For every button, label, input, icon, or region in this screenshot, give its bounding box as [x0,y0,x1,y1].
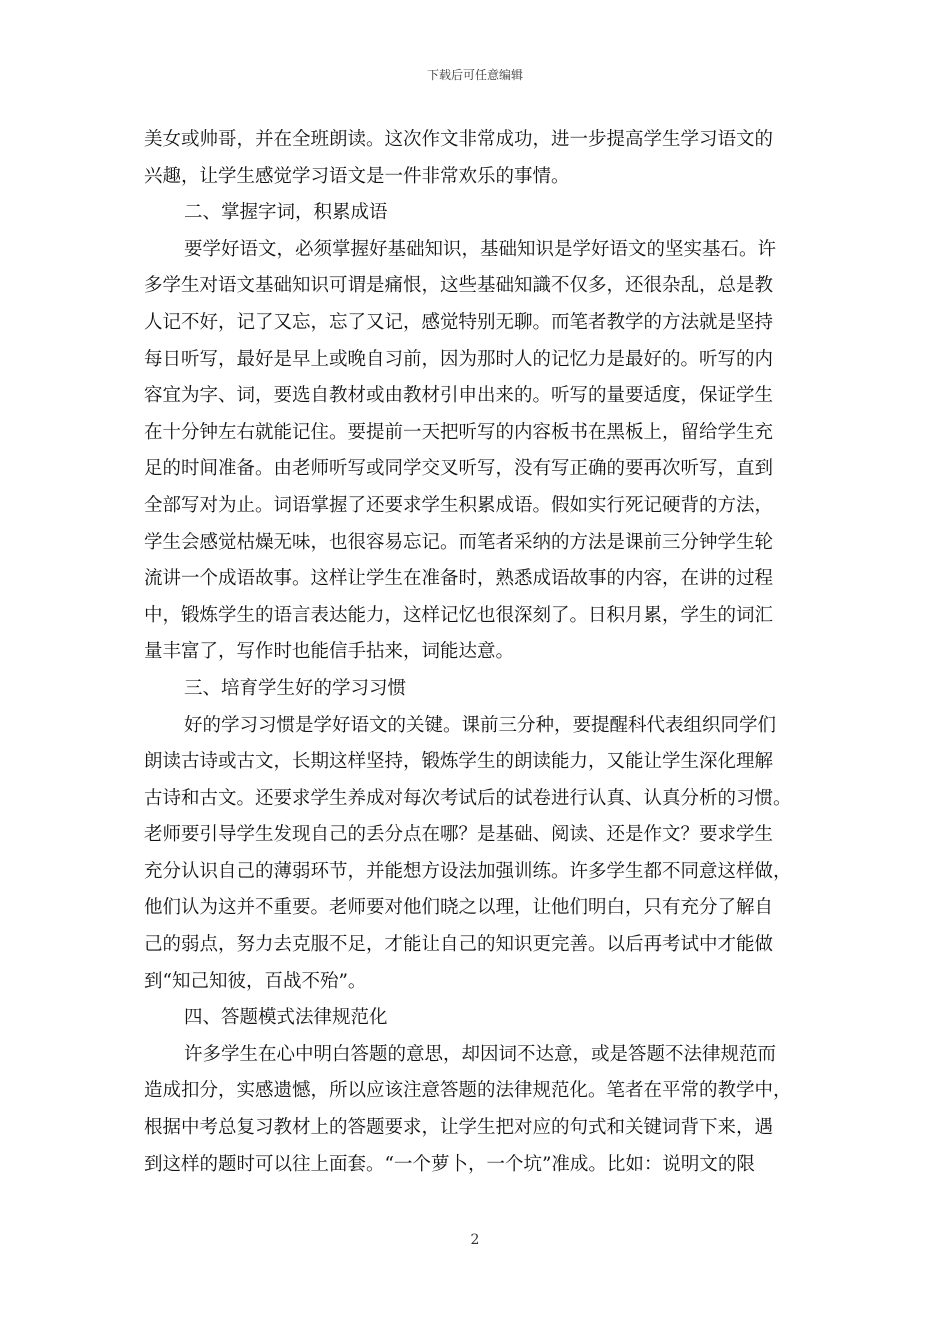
text-line: 到“知己知彼，百战不殆”。 [144,970,367,992]
text-line: 学生会感觉枯燥无味，也很容易忘记。而笔者采纳的方法是课前三分钟学生轮 [144,531,774,553]
text-line: 造成扣分，实感遗憾，所以应该注意答题的法律规范化。笔者在平常的教学中， [144,1080,792,1102]
text-line: 到这样的题时可以往上面套。“一个萝卜，一个坑”准成。比如：说明文的限 [144,1153,755,1175]
text-line: 全部写对为止。词语掌握了还要求学生积累成语。假如实行死记硬背的方法， [144,494,774,516]
section-heading: 三、培育学生好的学习习惯 [184,677,407,699]
page-number: 2 [470,1232,480,1248]
text-line: 在十分钟左右就能记住。要提前一天把听写的内容板书在黑板上，留给学生充 [144,421,774,443]
document-body [144,122,806,1183]
text-line: 中，锻炼学生的语言表达能力，这样记忆也很深刻了。日积月累，学生的词汇 [144,604,774,626]
text-line: 己的弱点，努力去克服不足，才能让自己的知识更完善。以后再考试中才能做 [144,934,774,956]
text-line: 兴趣，让学生感觉学习语文是一件非常欢乐的事情。 [144,165,570,187]
text-line: 足的时间准备。由老师听写或同学交叉听写，没有写正确的要再次听写，直到 [144,458,774,480]
section-heading: 二、掌握字词，积累成语 [184,202,388,224]
text-line: 朗读古诗或古文，长期这样坚持，锻炼学生的朗读能力，又能让学生深化理解 [144,751,774,773]
section-heading: 四、答题模式法律规范化 [184,1007,388,1029]
text-line: 每日听写，最好是早上或晚自习前，因为那时人的记忆力是最好的。听写的内 [144,348,774,370]
text-line: 根据中考总复习教材上的答题要求，让学生把对应的句式和关键词背下来，遇 [144,1117,774,1139]
text-line: 许多学生在心中明白答题的意思，却因词不达意，或是答题不法律规范而 [184,1043,777,1065]
text-line: 量丰富了，写作时也能信手拈来，词能达意。 [144,641,515,663]
text-line: 好的学习习惯是学好语文的关键。课前三分种，要提醒科代表组织同学们 [184,714,777,736]
text-line: 老师要引导学生发现自己的丢分点在哪？是基础、阅读、还是作文？要求学生 [144,824,774,846]
text-line: 美女或帅哥，并在全班朗读。这次作文非常成功，进一步提高学生学习语文的 [144,129,774,150]
text-line: 他们认为这并不重要。老师要对他们晓之以理，让他们明白，只有充分了解自 [144,897,774,919]
text-line: 流讲一个成语故事。这样让学生在准备时，熟悉成语故事的内容，在讲的过程 [144,568,774,590]
text-line: 人记不好，记了又忘，忘了又记，感觉特别无聊。而笔者教学的方法就是坚持 [144,311,774,333]
text-line: 容宜为字、词，要选自教材或由教材引申出来的。听写的量要适度，保证学生 [144,385,774,407]
page-header: 下载后可任意编辑 [426,68,523,82]
text-line: 古诗和古文。还要求学生养成对每次考试后的试卷进行认真、认真分析的习惯。 [144,787,792,809]
text-line: 要学好语文，必须掌握好基础知识，基础知识是学好语文的坚实基石。许 [184,238,777,260]
text-line: 多学生对语文基础知识可谓是痛恨，这些基础知識不仅多，还很杂乱，总是教 [144,275,774,297]
text-line: 充分认识自己的薄弱环节，并能想方设法加强训练。许多学生都不同意这样做， [144,860,792,882]
